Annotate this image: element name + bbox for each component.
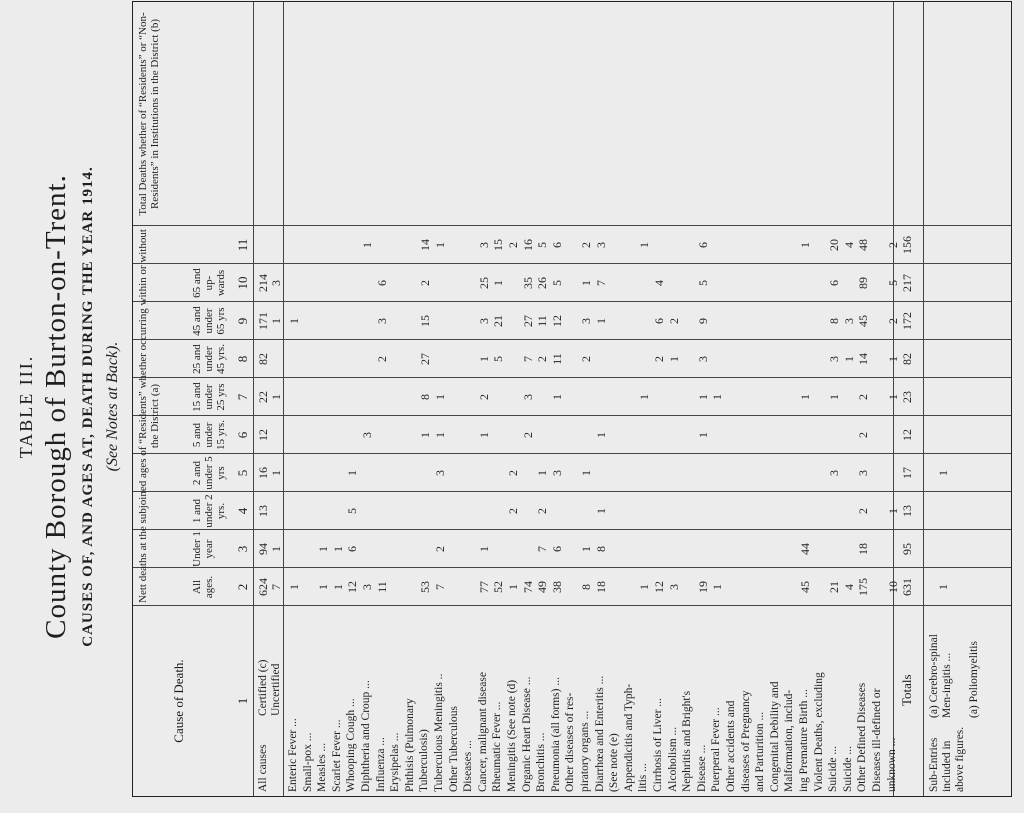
age-header: 5 and under 15 yrs. [191,420,227,450]
table-cell: 45 [798,581,812,593]
cause-label: Congenital Debility and [768,681,781,792]
table-cell: 1 [535,470,550,476]
table-cell: 11 [549,353,564,365]
cause-label: and Parturition ... [754,711,767,792]
table-cell: 3 [476,318,491,324]
table-cell: 1 [506,584,520,590]
total-cell: 156 [900,236,914,254]
total-cell: 17 [900,467,914,479]
table-cell: 1 [695,432,710,438]
table-cell: 21 [827,581,842,593]
cause-label: Cirrhosis of Liver ... [652,698,664,792]
table-cell: 25 [476,277,491,289]
page-subtitle: CAUSES OF, AND AGES AT, DEATH DURING THE YEAR 1914. [80,166,96,647]
table-cell: 3 [520,394,535,400]
table-cell: 53 [418,581,433,593]
age-header: 2 and under 5 yrs [191,456,227,490]
column-number: 5 [235,469,250,477]
table-cell: 1 [827,394,842,400]
table-cell: 11 [374,581,389,593]
table-cell: 89 [856,277,871,289]
cause-label: diseases of Pregnancy [739,690,752,792]
table-cell: 2 [506,242,520,248]
table-cell: 2 [579,356,593,362]
table-cell: 3 [360,584,374,590]
sub-entry-cell: 1 [936,584,950,590]
age-header: 45 and under 65 yrs [191,306,227,336]
cause-label: Cancer, malignant disease [476,672,489,792]
table-cell: 5 [549,280,564,286]
total-cell: 172 [900,312,914,330]
table-cell: 6 [827,280,842,286]
table-cell: 3 [827,356,842,362]
all-causes-label: All causes [257,744,269,792]
table-cell: 3 [593,242,608,248]
table-cell: 1 [666,356,681,362]
column-number: 6 [235,431,250,439]
table-cell: 3 [841,318,856,324]
column-number: 10 [235,276,250,290]
table-cell: 3 [360,432,374,438]
table-cell: 5 [535,242,550,248]
table-cell: 8 [827,318,842,324]
table-cell: 49 [535,581,550,593]
table-cell: 2 [579,242,593,248]
age-header: 1 and under 2 yrs. [191,494,227,528]
table-cell: 6 [374,280,389,286]
table-cell: 44 [798,543,812,555]
table-cell: 2 [418,280,433,286]
certified-cell: 171 [256,312,270,330]
cause-label: Meningitis (See note (d) [506,679,518,792]
table-cell: 3 [827,470,842,476]
table-cell: 5 [345,508,360,514]
cause-label: Enteric Fever ... [287,718,299,792]
column-number: 4 [235,507,250,515]
column-number: 9 [235,317,250,325]
table-cell: 1 [593,432,608,438]
see-notes-note: (See Notes at Back). [104,341,121,472]
certified-cell: 624 [256,578,270,596]
table-cell: 3 [579,318,593,324]
table-cell: 12 [652,581,666,593]
certified-cell: 94 [256,543,270,555]
table-cell: 2 [506,508,520,514]
table-cell: 21 [491,315,506,327]
uncertified-cell: 1 [269,546,283,552]
total-cell: 12 [900,429,914,441]
cause-label: Other diseases of res- [564,692,577,792]
table-cell: 16 [520,239,535,251]
table-cell: 7 [535,546,550,552]
cause-label: Influenza ... [374,737,387,792]
table-cell: 77 [476,581,491,593]
table-cell: 8 [418,394,433,400]
table-cell: 3 [476,242,491,248]
table-cell: 45 [856,315,871,327]
table-cell: 1 [360,242,374,248]
total-cell: 631 [900,578,914,596]
age-header: All ages. [191,575,215,599]
table-cell: 1 [330,546,345,552]
table-cell: 15 [418,315,433,327]
table-cell: 1 [476,432,491,438]
table-cell: 1 [637,242,652,248]
table-cell: 6 [549,546,564,552]
table-cell: 52 [491,581,506,593]
table-cell: 3 [856,470,871,476]
cause-label: (See note (e) [608,733,621,792]
table-cell: 2 [885,318,900,324]
certified-cell: 82 [256,353,270,365]
table-cell: 2 [535,356,550,362]
table-cell: 1 [476,356,491,362]
table-cell: 8 [579,584,593,590]
table-cell: 1 [491,280,506,286]
table-cell: 1 [885,394,900,400]
table-cell: 1 [476,546,491,552]
certified-cell: 214 [256,274,270,292]
cause-label: Rheumatic Fever ... [491,701,504,792]
table-cell: 1 [593,318,608,324]
cause-label: ing Premature Birth ... [798,689,810,792]
table-cell: 1 [593,508,608,514]
column-number: 8 [235,355,250,363]
table-cell: 6 [695,242,710,248]
total-cell: 13 [900,505,914,517]
uncertified-cell: 7 [269,584,283,590]
cause-label: piratory organs ... [579,710,591,792]
table-cell: 1 [637,584,652,590]
cause-label: unknown ... [885,737,898,792]
cause-label: Violent Deaths, excluding [812,672,825,792]
table-cell: 175 [856,578,871,596]
table-cell: 1 [579,546,593,552]
total-cell: 82 [900,353,914,365]
table-cell: 5 [885,280,900,286]
totals-label: Totals [899,674,914,706]
table-cell: 7 [593,280,608,286]
certified-label: Certified (c) [257,659,269,716]
cause-label: Phthisis (Pulmonary [403,698,416,792]
cause-label: Nephritis and Bright's [681,690,694,792]
column-number: 1 [235,697,250,705]
table-cell: 3 [374,318,389,324]
cause-label: Suicide ... [841,746,854,792]
table-cell: 1 [433,432,447,438]
cause-label: Other Defined Diseases [856,682,869,792]
table-cell: 1 [841,356,856,362]
table-cell: 1 [798,394,812,400]
table-cell: 48 [856,239,871,251]
table-cell: 6 [549,242,564,248]
cause-label: Tuberculous Meningitis .. [433,673,445,792]
table-cell: 3 [666,584,681,590]
cause-label: Alcoholism ... [666,726,679,792]
table-cell: 1 [287,318,301,324]
cause-label: Puerperal Fever ... [710,707,723,792]
table-cell: 1 [316,546,331,552]
page-title: County Borough of Burton-on-Trent. [40,174,72,639]
sub-entries-label: Sub-Entries included in above figures. [928,726,966,792]
cause-label: litis ... [637,763,650,792]
sub-entry-cell: 1 [936,470,950,476]
table-cell: 1 [637,394,652,400]
uncertified-cell: 1 [269,318,283,324]
table-cell: 6 [652,318,666,324]
table-cell: 1 [418,432,433,438]
table-cell: 4 [841,584,856,590]
table-cell: 2 [535,508,550,514]
cause-label: Diseases ... [462,740,475,792]
table-cell: 1 [885,508,900,514]
table-cell: 9 [695,318,710,324]
uncertified-cell: 1 [269,470,283,476]
cause-label: Pneumonia (all forms) ... [549,677,562,792]
table-cell: 2 [520,432,535,438]
table-cell: 1 [885,356,900,362]
table-cell: 2 [374,356,389,362]
table-cell: 7 [433,584,447,590]
total-cell: 95 [900,543,914,555]
cause-label: Diarrhœa and Enteritis ... [593,675,606,792]
table-cell: 1 [710,394,725,400]
table-cell: 26 [535,277,550,289]
table-cell: 1 [316,584,331,590]
cause-label: Scarlet Fever ... [330,719,343,792]
table-cell: 6 [345,546,360,552]
table-cell: 1 [579,470,593,476]
certified-cell: 12 [256,429,270,441]
table-cell: 74 [520,581,535,593]
sub-entry-label: (a) Poliomyelitis [968,641,980,718]
table-cell: 27 [418,353,433,365]
table-cell: 1 [695,394,710,400]
table-cell: 2 [885,242,900,248]
table-cell: 1 [433,242,447,248]
column-number: 7 [235,393,250,401]
cause-label: Tuberculosis) [418,729,431,792]
table-cell: 10 [885,581,900,593]
table-cell: 5 [491,356,506,362]
table-cell: 14 [418,239,433,251]
table-cell: 18 [593,581,608,593]
table-cell: 3 [695,356,710,362]
cause-label: Other accidents and [725,700,737,792]
table-cell: 35 [520,277,535,289]
table-cell: 2 [856,394,871,400]
table-cell: 1 [549,394,564,400]
table-cell: 3 [549,470,564,476]
cause-label: Organic Heart Disease ... [520,676,533,792]
age-header: Under 1 year [191,531,215,567]
table-cell: 2 [666,318,681,324]
table-cell: 2 [506,470,520,476]
table-label: TABLE III. [16,354,36,459]
total-cell: 23 [900,391,914,403]
sub-entry-label: (a) Cerebro-spinal Men-ingitis ... [928,634,953,718]
cause-label: Diseases ill-defined or [871,688,883,792]
cause-label: Other Tuberculous [447,706,460,792]
uncertified-label: Uncertified [270,663,282,716]
cause-of-death-header: Cause of Death. [171,659,186,743]
table-cell: 2 [433,546,447,552]
table-cell: 1 [579,280,593,286]
age-header: 25 and under 45 yrs. [191,344,227,374]
total-cell: 217 [900,274,914,292]
table-cell: 20 [827,239,842,251]
table-cell: 14 [856,353,871,365]
cause-label: Appendicitis and Typh- [622,683,635,792]
table-cell: 7 [520,356,535,362]
table-cell: 2 [856,508,871,514]
table-cell: 2 [476,394,491,400]
table-cell: 4 [652,280,666,286]
cause-label: Erysipelas ... [389,732,402,792]
table-cell: 5 [695,280,710,286]
table-cell: 12 [549,315,564,327]
ages-group-header: Nett deaths at the subjoined ages of “Residents” whether occurring within or without the District (a) [137,229,161,603]
column-number: 3 [235,545,250,553]
table-cell: 38 [549,581,564,593]
table-cell: 15 [491,239,506,251]
table-cell: 19 [695,581,710,593]
table-cell: 27 [520,315,535,327]
table-cell: 3 [433,470,447,476]
cause-label: Small-pox ... [301,732,314,792]
cause-label: Diphtheria and Croup ... [360,680,372,792]
total-deaths-header: Total Deaths whether of “Residents” or “Non-Residents” in Institutions in the District (b) [137,12,161,216]
age-header: 65 and up-wards [191,268,227,298]
table-cell: 1 [287,584,301,590]
uncertified-cell: 1 [269,394,283,400]
table-cell: 8 [593,546,608,552]
certified-cell: 22 [256,391,270,403]
table-cell: 11 [535,315,550,327]
deaths-table [132,1,1012,797]
cause-label: Malformation, includ- [783,689,796,792]
column-number: 2 [235,583,250,591]
table-cell: 18 [856,543,871,555]
cause-label: Whooping Cough ... [345,698,358,792]
uncertified-cell: 3 [269,280,283,286]
table-cell: 1 [798,242,812,248]
table-cell: 2 [856,432,871,438]
cause-label: Disease ... [695,744,708,792]
table-cell: 1 [330,584,345,590]
table-cell: 4 [841,242,856,248]
table-cell: 1 [433,394,447,400]
certified-cell: 16 [256,467,270,479]
table-cell: 12 [345,581,360,593]
table-cell: 1 [710,584,725,590]
cause-label: Bronchitis ... [535,732,548,792]
column-number: 11 [235,238,250,252]
cause-label: Measles ... [316,742,329,792]
cause-label: Suicide ... [827,746,840,792]
certified-cell: 13 [256,505,270,517]
table-cell: 2 [652,356,666,362]
table-cell: 1 [345,470,360,476]
age-header: 15 and under 25 yrs [191,382,227,412]
